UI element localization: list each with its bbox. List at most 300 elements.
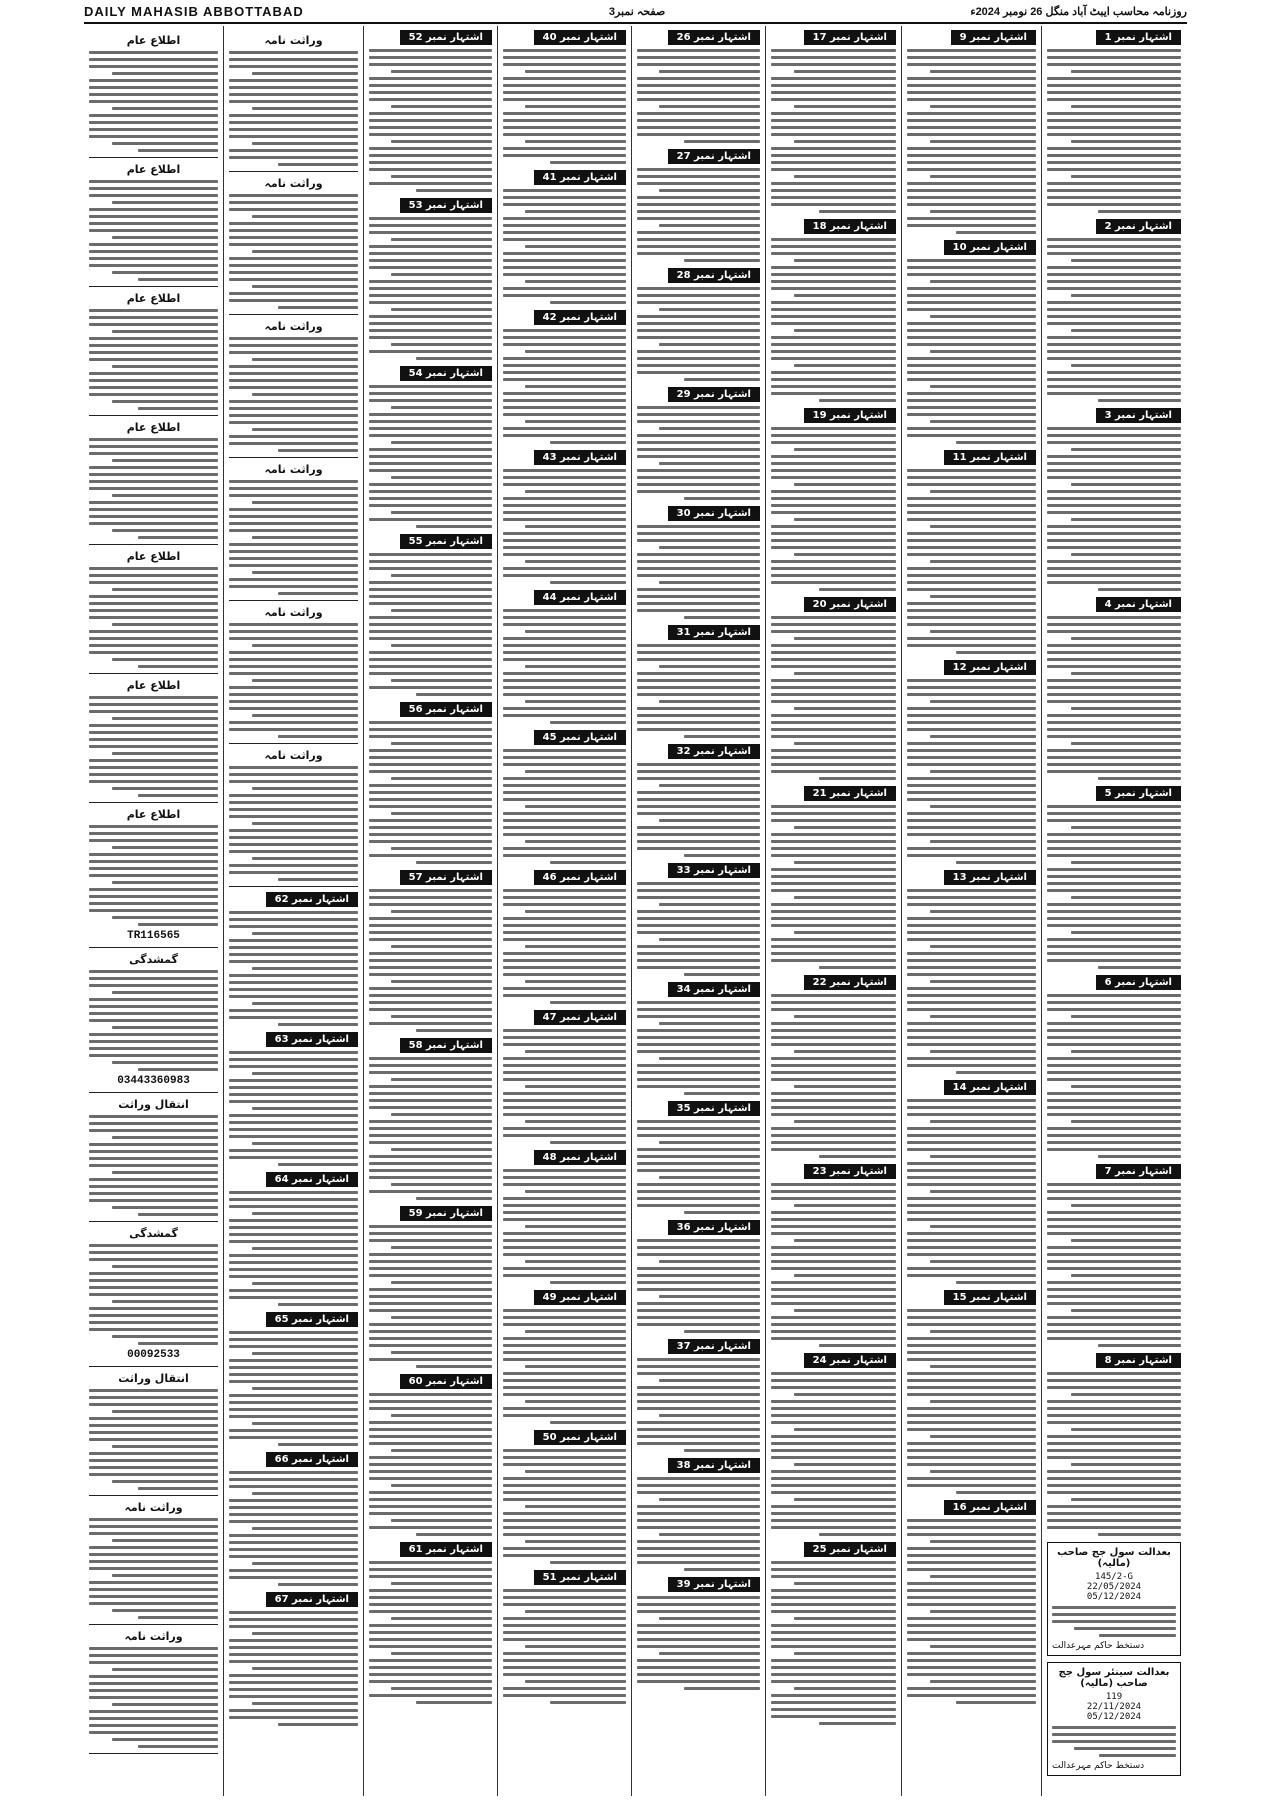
text-line — [369, 147, 492, 150]
text-line — [1047, 357, 1181, 360]
text-line — [771, 770, 896, 773]
text-line — [229, 1205, 358, 1208]
text-line — [138, 1213, 218, 1216]
text-line — [138, 794, 218, 797]
text-line — [1071, 672, 1181, 675]
text-line — [503, 854, 626, 857]
text-line — [416, 189, 492, 192]
text-line — [229, 808, 358, 811]
text-line — [391, 343, 492, 346]
text-line — [229, 529, 358, 532]
text-line — [229, 79, 358, 82]
text-line — [907, 756, 1036, 759]
text-line — [771, 1302, 896, 1305]
text-line — [369, 553, 492, 556]
text-line — [907, 1232, 1036, 1235]
text-line — [1047, 1421, 1181, 1424]
text-line — [637, 126, 760, 129]
text-line — [229, 1009, 358, 1012]
text-line — [1047, 301, 1181, 304]
text-line — [369, 266, 492, 269]
text-line — [659, 938, 760, 941]
text-line — [637, 448, 760, 451]
text-line — [1047, 1260, 1181, 1263]
text-line — [229, 1268, 358, 1271]
text-line — [771, 903, 896, 906]
text-line — [659, 1141, 760, 1144]
text-line — [684, 854, 760, 857]
text-line — [229, 1226, 358, 1229]
text-line — [89, 1178, 218, 1181]
text-line — [907, 1183, 1036, 1186]
text-line — [229, 1079, 358, 1082]
text-line — [771, 350, 896, 353]
text-line — [637, 49, 760, 52]
text-line — [771, 392, 896, 395]
ad-number-badge: اشتہار نمبر 65 — [266, 1312, 358, 1327]
text-line — [637, 245, 760, 248]
text-line — [503, 1386, 626, 1389]
text-line — [930, 980, 1036, 983]
text-line — [907, 119, 1036, 122]
text-line — [771, 728, 896, 731]
text-line — [930, 595, 1036, 598]
text-line — [771, 840, 896, 843]
text-line — [907, 1337, 1036, 1340]
text-line — [771, 567, 896, 570]
text-line — [659, 1533, 760, 1536]
text-line — [391, 980, 492, 983]
text-line — [1047, 91, 1181, 94]
text-line — [252, 1247, 358, 1250]
ad-body — [637, 525, 760, 619]
text-line — [391, 1414, 492, 1417]
text-line — [503, 469, 626, 472]
text-line — [771, 1414, 896, 1417]
text-line — [659, 1022, 760, 1025]
text-line — [771, 112, 896, 115]
text-line — [637, 693, 760, 696]
text-line — [369, 1435, 492, 1438]
text-line — [1071, 637, 1181, 640]
text-line — [229, 1156, 358, 1159]
text-line — [503, 1477, 626, 1480]
text-line — [89, 1012, 218, 1015]
text-line — [771, 119, 896, 122]
text-line — [503, 1484, 626, 1487]
text-line — [637, 924, 760, 927]
notice-heading: اطلاع عام — [126, 421, 181, 434]
text-line — [1047, 392, 1181, 395]
ad-number-badge: اشتہار نمبر 39 — [668, 1577, 760, 1592]
text-line — [369, 154, 492, 157]
text-line — [525, 1645, 626, 1648]
ad-body — [369, 1057, 492, 1200]
text-line — [771, 147, 896, 150]
text-line — [637, 1386, 760, 1389]
text-line — [637, 833, 760, 836]
text-line — [1071, 707, 1181, 710]
text-line — [907, 784, 1036, 787]
text-line — [1047, 1064, 1181, 1067]
text-line — [771, 378, 896, 381]
text-line — [907, 1218, 1036, 1221]
text-line — [659, 903, 760, 906]
text-line — [1047, 693, 1181, 696]
text-line — [637, 679, 760, 682]
text-line — [907, 161, 1036, 164]
text-line — [229, 1429, 358, 1432]
text-line — [503, 1239, 626, 1242]
text-line — [229, 801, 358, 804]
text-line — [89, 257, 218, 260]
text-line — [1047, 917, 1181, 920]
text-line — [637, 1680, 760, 1683]
text-line — [771, 1372, 896, 1375]
text-line — [771, 49, 896, 52]
text-line — [771, 700, 896, 703]
text-line — [637, 658, 760, 661]
text-line — [229, 1065, 358, 1068]
text-line — [229, 1611, 358, 1614]
text-line — [369, 413, 492, 416]
text-line — [369, 1162, 492, 1165]
text-line — [907, 203, 1036, 206]
ad-number-badge: اشتہار نمبر 67 — [266, 1592, 358, 1607]
text-line — [907, 728, 1036, 731]
text-line — [369, 952, 492, 955]
ad-body — [1047, 1183, 1181, 1347]
text-line — [89, 1682, 218, 1685]
text-line — [771, 1589, 896, 1592]
text-line — [771, 371, 896, 374]
notice-heading: وراثت نامہ — [264, 177, 323, 190]
ad-body — [637, 1001, 760, 1095]
text-line — [503, 497, 626, 500]
text-line — [229, 1149, 358, 1152]
text-line — [637, 203, 760, 206]
ad-number-badge: اشتہار نمبر 22 — [804, 975, 896, 990]
text-line — [89, 128, 218, 131]
ad-number-badge: اشتہار نمبر 4 — [1096, 597, 1181, 612]
text-line — [907, 364, 1036, 367]
court-title: بعدالت سول جج صاحب (مالیہ) — [1057, 1547, 1171, 1569]
notice-body — [89, 1244, 218, 1345]
text-line — [229, 1128, 358, 1131]
text-line — [229, 1100, 358, 1103]
text-line — [89, 1452, 218, 1455]
ad-number-badge: اشتہار نمبر 57 — [400, 870, 492, 885]
text-line — [503, 1456, 626, 1459]
divider — [229, 600, 358, 601]
text-line — [819, 399, 897, 402]
text-line — [907, 1379, 1036, 1382]
classified-ad — [637, 30, 760, 143]
text-line — [89, 1438, 218, 1441]
text-line — [1047, 308, 1181, 311]
text-line — [89, 208, 218, 211]
text-line — [369, 1456, 492, 1459]
classified-ad — [369, 198, 492, 360]
text-line — [1047, 952, 1181, 955]
text-line — [112, 271, 218, 274]
text-line — [89, 1532, 218, 1535]
text-line — [391, 910, 492, 913]
text-line — [907, 63, 1036, 66]
text-line — [956, 1071, 1036, 1074]
text-line — [771, 1484, 896, 1487]
court-notice-box — [1047, 1662, 1181, 1776]
text-line — [229, 292, 358, 295]
text-line — [252, 967, 358, 970]
text-line — [525, 770, 626, 773]
text-line — [503, 546, 626, 549]
text-line — [1047, 490, 1181, 493]
text-line — [637, 1512, 760, 1515]
divider — [89, 1753, 218, 1754]
text-line — [637, 1540, 760, 1543]
text-line — [503, 1197, 626, 1200]
notice-heading: گمشدگی — [129, 1227, 178, 1240]
text-line — [907, 1057, 1036, 1060]
text-line — [252, 1632, 358, 1635]
text-line — [907, 1603, 1036, 1606]
text-line — [1047, 238, 1181, 241]
text-line — [1047, 462, 1181, 465]
text-line — [771, 77, 896, 80]
text-line — [229, 953, 358, 956]
text-line — [794, 1687, 897, 1690]
text-line — [391, 1449, 492, 1452]
text-line — [794, 826, 897, 829]
ad-number-badge: اشتہار نمبر 9 — [951, 30, 1036, 45]
text-line — [637, 1421, 760, 1424]
text-line — [771, 1379, 896, 1382]
text-line — [637, 567, 760, 570]
text-line — [138, 1068, 218, 1071]
text-line — [1047, 511, 1181, 514]
text-line — [369, 651, 492, 654]
text-line — [391, 511, 492, 514]
text-line — [138, 278, 218, 281]
ad-body — [503, 889, 626, 1004]
text-line — [369, 1463, 492, 1466]
text-line — [819, 1155, 897, 1158]
text-line — [369, 1505, 492, 1508]
ad-body — [229, 1611, 358, 1726]
text-line — [369, 791, 492, 794]
text-line — [503, 1617, 626, 1620]
text-line — [771, 1043, 896, 1046]
text-line — [1047, 1113, 1181, 1116]
text-line — [956, 1701, 1036, 1704]
text-line — [229, 194, 358, 197]
text-line — [794, 329, 897, 332]
text-line — [771, 1568, 896, 1571]
text-line — [1047, 721, 1181, 724]
text-line — [369, 903, 492, 906]
ad-number-badge: اشتہار نمبر 18 — [804, 219, 896, 234]
text-line — [89, 522, 218, 525]
text-line — [229, 1233, 358, 1236]
text-line — [1047, 1043, 1181, 1046]
text-line — [1047, 1379, 1181, 1382]
text-line — [1071, 518, 1181, 521]
text-line — [1047, 497, 1181, 500]
text-line — [89, 773, 218, 776]
text-line — [907, 1099, 1036, 1102]
text-line — [369, 1407, 492, 1410]
text-line — [956, 441, 1036, 444]
text-line — [525, 910, 626, 913]
text-line — [771, 581, 896, 584]
text-line — [684, 1092, 760, 1095]
text-line — [391, 1148, 492, 1151]
text-line — [89, 1157, 218, 1160]
text-line — [771, 693, 896, 696]
text-line — [637, 56, 760, 59]
notice-body — [89, 970, 218, 1071]
text-line — [550, 581, 626, 584]
notice-body — [89, 1647, 218, 1748]
ad-number-badge: اشتہار نمبر 19 — [804, 408, 896, 423]
text-line — [503, 1498, 626, 1501]
text-line — [907, 1694, 1036, 1697]
text-line — [930, 945, 1036, 948]
text-line — [1047, 371, 1181, 374]
text-line — [503, 672, 626, 675]
text-line — [369, 1610, 492, 1613]
text-line — [89, 264, 218, 267]
text-line — [1047, 245, 1181, 248]
text-line — [391, 105, 492, 108]
text-line — [930, 280, 1036, 283]
text-line — [907, 623, 1036, 626]
text-line — [112, 330, 218, 333]
text-line — [89, 1731, 218, 1734]
text-line — [637, 1393, 760, 1396]
text-line — [369, 1659, 492, 1662]
text-line — [637, 77, 760, 80]
text-line — [771, 1421, 896, 1424]
text-line — [278, 1583, 358, 1586]
text-line — [89, 1321, 218, 1324]
text-line — [89, 337, 218, 340]
text-line — [525, 1400, 626, 1403]
text-line — [1047, 315, 1181, 318]
text-line — [1047, 910, 1181, 913]
text-line — [684, 259, 760, 262]
text-line — [1047, 147, 1181, 150]
text-line — [907, 1631, 1036, 1634]
text-line — [229, 1345, 358, 1348]
text-line — [771, 763, 896, 766]
text-line — [659, 70, 760, 73]
text-line — [771, 847, 896, 850]
text-line — [369, 133, 492, 136]
text-line — [369, 1120, 492, 1123]
divider — [229, 171, 358, 172]
text-line — [1047, 1316, 1181, 1319]
text-line — [907, 196, 1036, 199]
ad-body — [1047, 49, 1181, 213]
text-line — [369, 1596, 492, 1599]
text-line — [229, 1485, 358, 1488]
text-line — [525, 1680, 626, 1683]
text-line — [369, 1225, 492, 1228]
text-line — [794, 294, 897, 297]
text-line — [659, 189, 760, 192]
text-line — [1098, 210, 1181, 213]
text-line — [89, 759, 218, 762]
text-line — [369, 833, 492, 836]
text-line — [138, 536, 218, 539]
text-line — [637, 574, 760, 577]
text-line — [1071, 294, 1181, 297]
classified-ad — [1047, 30, 1181, 213]
text-line — [637, 1645, 760, 1648]
text-line — [907, 938, 1036, 941]
text-line — [369, 1309, 492, 1312]
text-line — [112, 1206, 218, 1209]
text-line — [369, 1491, 492, 1494]
text-line — [907, 497, 1036, 500]
text-line — [637, 889, 760, 892]
text-line — [252, 1422, 358, 1425]
text-line — [503, 1547, 626, 1550]
text-line — [771, 525, 896, 528]
text-line — [771, 1645, 896, 1648]
text-line — [907, 1043, 1036, 1046]
text-line — [89, 630, 218, 633]
text-line — [369, 63, 492, 66]
text-line — [637, 1624, 760, 1627]
text-line — [659, 427, 760, 430]
text-line — [369, 392, 492, 395]
text-line — [930, 490, 1036, 493]
text-line — [637, 301, 760, 304]
ad-number-badge: اشتہار نمبر 34 — [668, 982, 760, 997]
text-line — [369, 826, 492, 829]
text-line — [771, 1211, 896, 1214]
text-line — [229, 222, 358, 225]
text-line — [89, 1724, 218, 1727]
text-line — [907, 1414, 1036, 1417]
divider — [89, 947, 218, 948]
text-line — [659, 224, 760, 227]
ad-number-badge: اشتہار نمبر 66 — [266, 1452, 358, 1467]
text-line — [252, 714, 358, 717]
text-line — [1071, 1015, 1181, 1018]
text-line — [278, 735, 358, 738]
text-line — [89, 780, 218, 783]
text-line — [229, 65, 358, 68]
text-line — [771, 1323, 896, 1326]
text-line — [229, 700, 358, 703]
classified-ad — [637, 625, 760, 738]
court-case-detail: 22/05/2024 — [1086, 1582, 1142, 1592]
text-line — [637, 1071, 760, 1074]
text-line — [1098, 399, 1181, 402]
text-line — [771, 1701, 896, 1704]
text-line — [503, 1218, 626, 1221]
text-line — [503, 994, 626, 997]
text-line — [229, 1436, 358, 1439]
text-line — [369, 469, 492, 472]
text-line — [771, 1505, 896, 1508]
ad-number-badge: اشتہار نمبر 43 — [534, 450, 626, 465]
text-line — [525, 385, 626, 388]
